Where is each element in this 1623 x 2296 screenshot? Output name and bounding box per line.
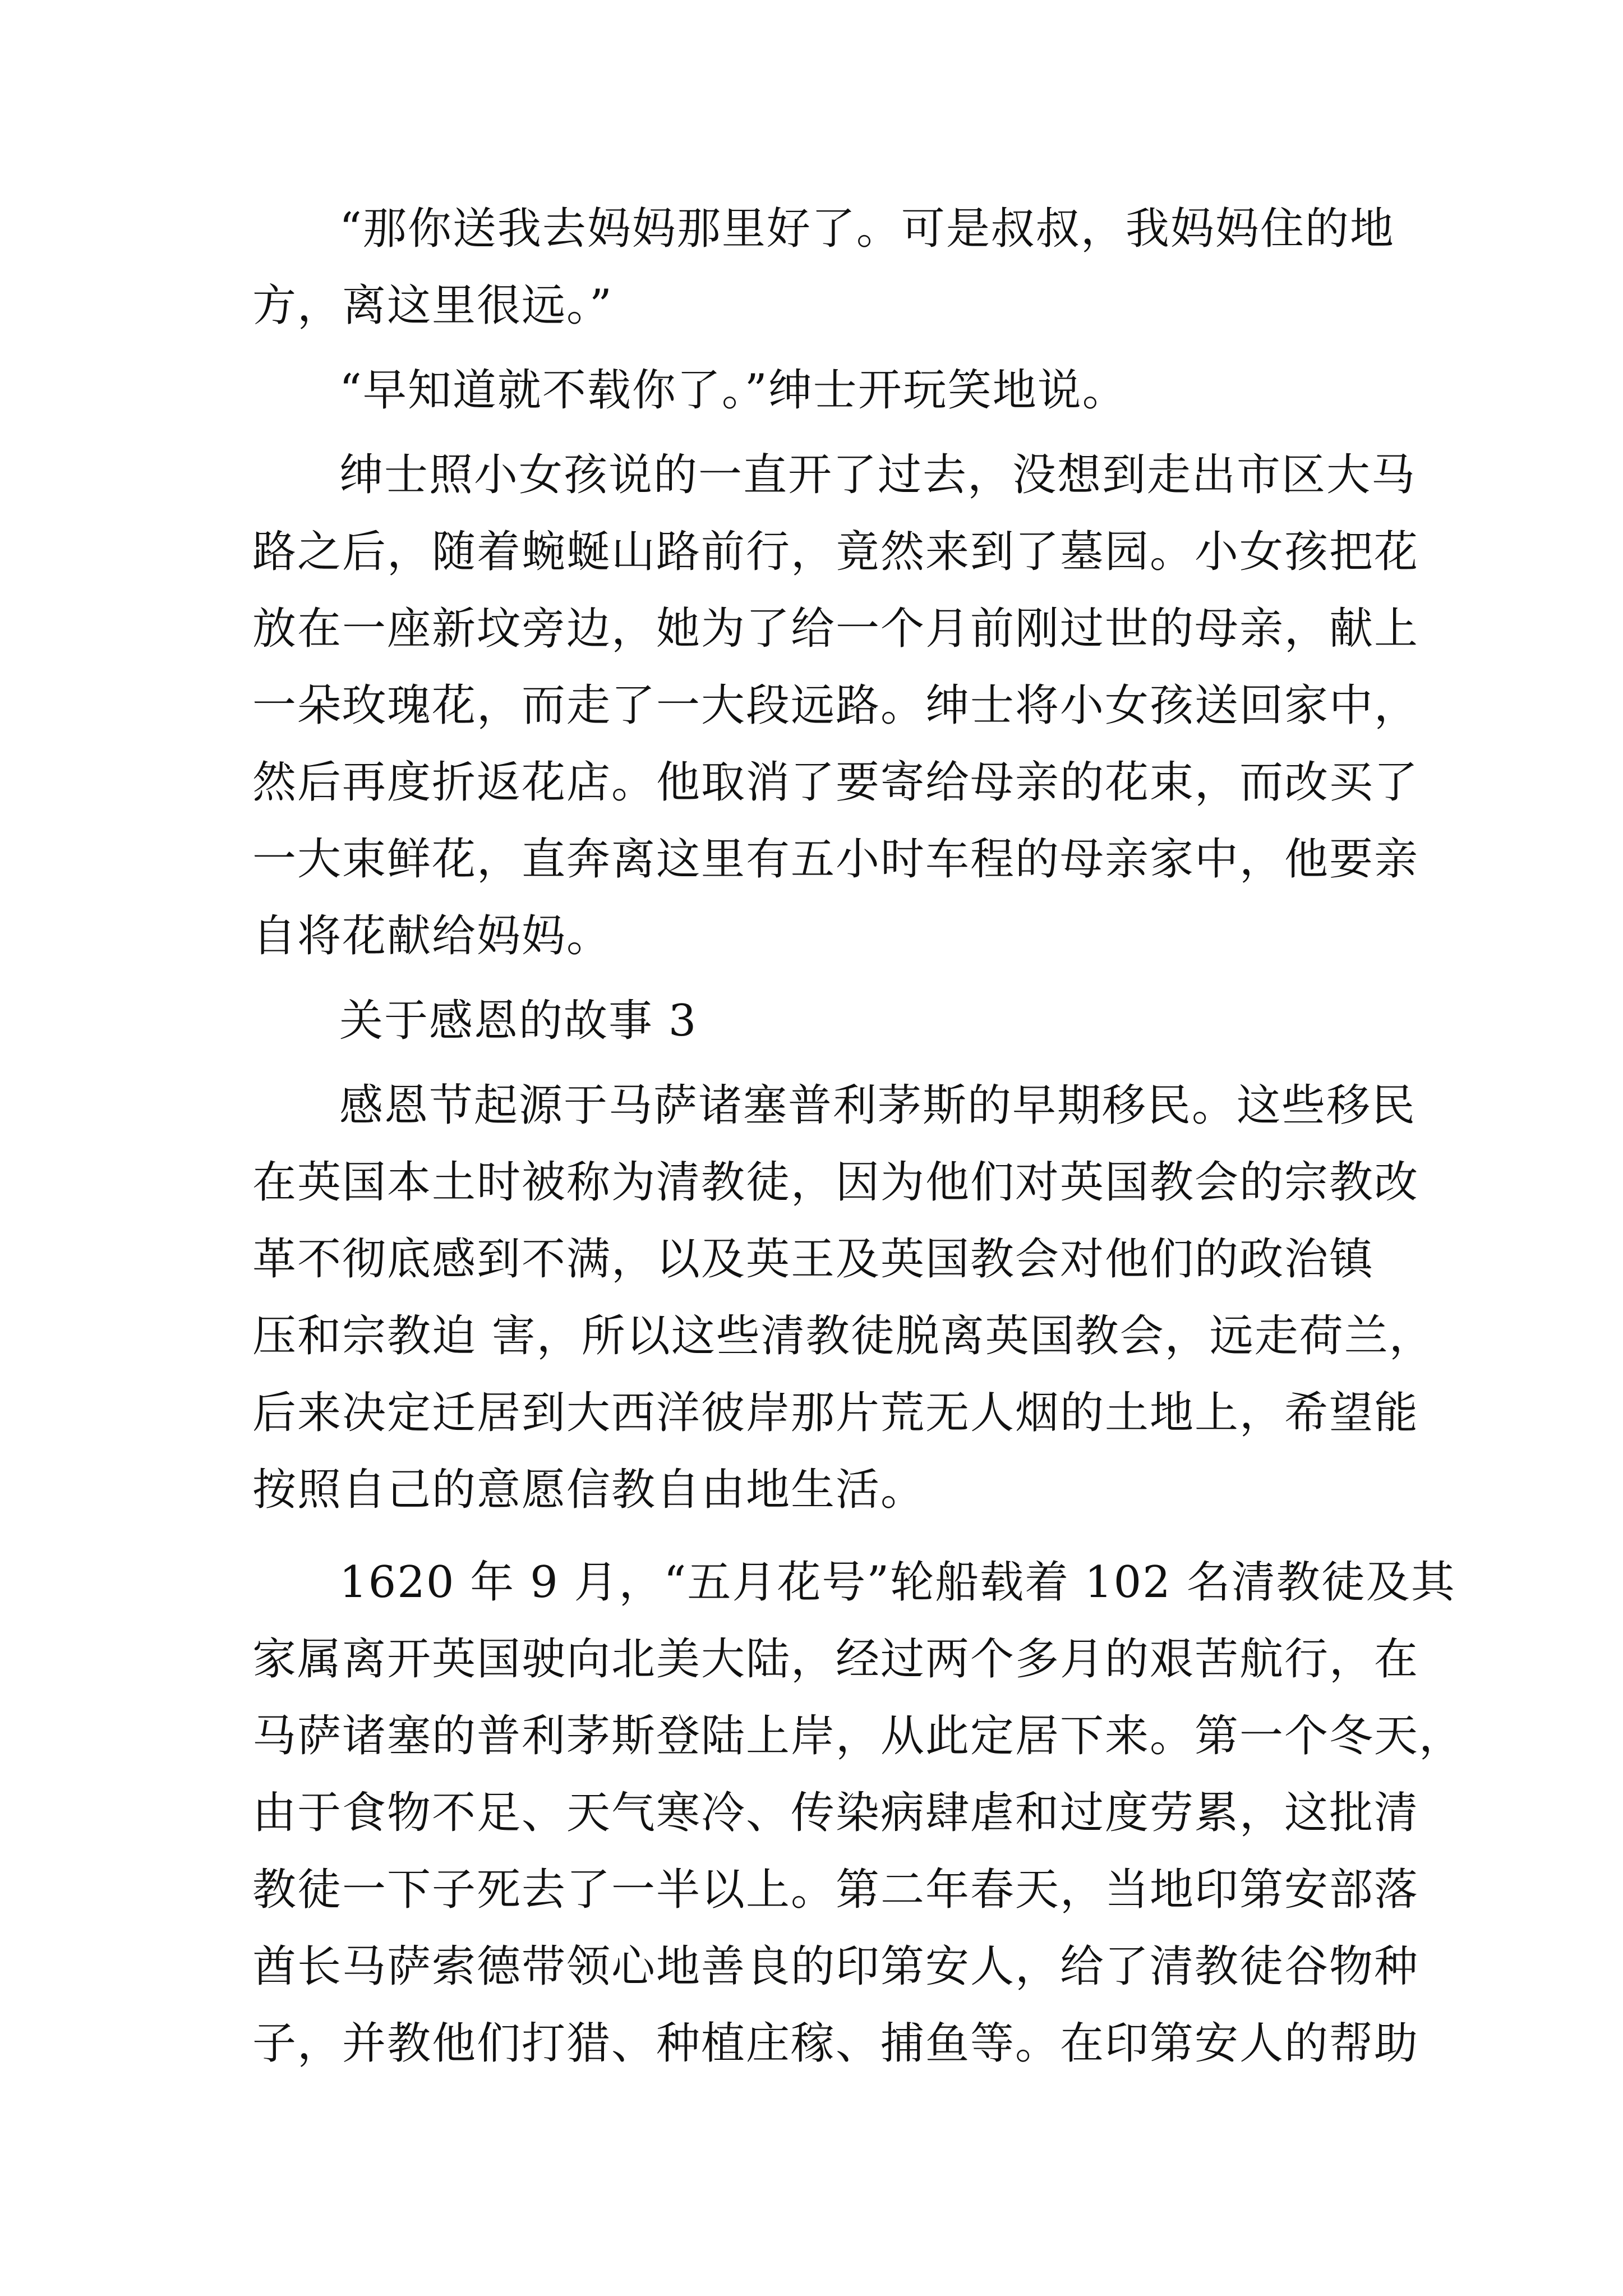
text-line: 自将花献给妈妈。 bbox=[252, 911, 612, 961]
text-line: 一大束鲜花，直奔离这里有五小时车程的母亲家中，他要亲 bbox=[252, 834, 1419, 885]
text-line: 绅士照小女孩说的一直开了过去，没想到走出市区大马 bbox=[339, 450, 1417, 500]
text-line: 马萨诸塞的普利茅斯登陆上岸，从此定居下来。第一个冬天， bbox=[252, 1711, 1464, 1761]
text-line: 革不彻底感到不满，以及英王及英国教会对他们的政治镇 bbox=[252, 1234, 1375, 1285]
text-line: 然后再度折返花店。他取消了要寄给母亲的花束，而改买了 bbox=[252, 757, 1419, 808]
text-line: 1620 年 9 月，“五月花号”轮船载着 102 名清教徒及其 bbox=[339, 1557, 1456, 1608]
text-line: 压和宗教迫 害，所以这些清教徒脱离英国教会，远走荷兰， bbox=[252, 1311, 1434, 1361]
text-line: 放在一座新坟旁边，她为了给一个月前刚过世的母亲，献上 bbox=[252, 604, 1419, 654]
text-line: 由于食物不足、天气寒冷、传染病肆虐和过度劳累，这批清 bbox=[252, 1788, 1419, 1838]
text-line: 子，并教他们打猎、种植庄稼、捕鱼等。在印第安人的帮助 bbox=[252, 2018, 1419, 2069]
text-line: 家属离开英国驶向北美大陆，经过两个多月的艰苦航行，在 bbox=[252, 1634, 1419, 1685]
text-line: 路之后，随着蜿蜒山路前行，竟然来到了墓园。小女孩把花 bbox=[252, 527, 1419, 577]
text-line: “早知道就不载你了。”绅士开玩笑地说。 bbox=[339, 365, 1127, 416]
text-line: “那你送我去妈妈那里好了。可是叔叔，我妈妈住的地 bbox=[339, 204, 1395, 254]
section-heading: 关于感恩的故事 3 bbox=[339, 996, 698, 1046]
text-line: 方，离这里很远。” bbox=[252, 280, 613, 331]
text-line: 在英国本土时被称为清教徒，因为他们对英国教会的宗教改 bbox=[252, 1157, 1419, 1208]
body-text bbox=[252, 191, 1464, 2082]
text-line: 后来决定迁居到大西洋彼岸那片荒无人烟的土地上，希望能 bbox=[252, 1388, 1419, 1438]
text-line: 酋长马萨索德带领心地善良的印第安人，给了清教徒谷物种 bbox=[252, 1941, 1419, 1992]
text-line: 一朵玫瑰花，而走了一大段远路。绅士将小女孩送回家中， bbox=[252, 680, 1419, 731]
text-line: 教徒一下子死去了一半以上。第二年春天，当地印第安部落 bbox=[252, 1865, 1419, 1915]
text-line: 感恩节起源于马萨诸塞普利茅斯的早期移民。这些移民 bbox=[339, 1080, 1417, 1131]
text-line: 按照自己的意愿信教自由地生活。 bbox=[252, 1465, 926, 1515]
